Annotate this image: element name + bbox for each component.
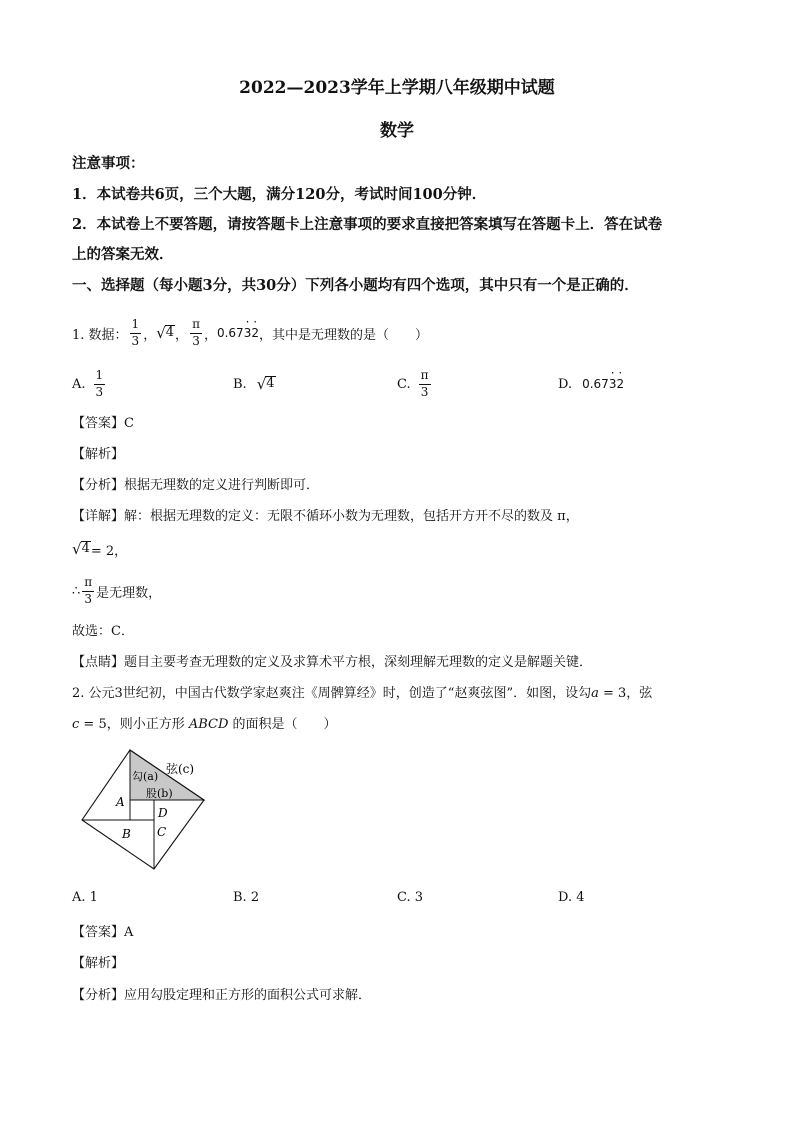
q1-decimal-rep-1: · 3 xyxy=(244,326,252,340)
q2-line-1-eq: = 3，弦 xyxy=(598,686,653,701)
small-square xyxy=(130,800,154,820)
q1-step-2-rest: 是无理数， xyxy=(96,585,162,601)
question-1-stem xyxy=(72,312,428,354)
radical-icon: √ xyxy=(72,539,82,558)
q1-choose: 故选：C． xyxy=(72,624,134,639)
q1-sep-1: ， xyxy=(143,327,157,343)
q1-analysis-tag: 【解析】 xyxy=(72,447,125,462)
q1-frac-2 xyxy=(190,318,202,347)
q1-option-d-rep-2: · 2 xyxy=(616,377,624,391)
q1-step-1-sqrt xyxy=(72,541,91,557)
q2-answer-tag: 【答案】 xyxy=(72,925,125,940)
q1-comment-tag: 【点睛】 xyxy=(72,655,125,670)
q1-step-2-num: π xyxy=(82,576,94,591)
label-gu: 股(b) xyxy=(146,787,173,800)
q2-answer-value: A xyxy=(124,925,134,940)
q1-step-2 xyxy=(72,571,161,611)
q1-option-c-den: 3 xyxy=(420,384,429,399)
q2-var-abcd: ABCD xyxy=(188,717,229,732)
q2-option-a: A. 1 xyxy=(72,890,98,905)
q1-step-1-rest: = 2， xyxy=(90,543,128,559)
q1-option-a-den: 3 xyxy=(95,384,104,399)
q1-option-a-label: A. xyxy=(72,376,86,392)
q2-var-a: a xyxy=(591,686,599,701)
q1-fenxi-text: 根据无理数的定义进行判断即可． xyxy=(124,478,320,493)
q1-answer-tag: 【答案】 xyxy=(72,416,125,431)
notes-heading: 注意事项： xyxy=(72,155,145,172)
q1-option-a-frac xyxy=(94,369,106,398)
q1-option-b-value: 4 xyxy=(266,376,275,392)
q2-fenxi xyxy=(72,984,371,1003)
q1-option-c-frac xyxy=(419,369,431,398)
q1-option-d xyxy=(558,364,624,404)
q1-suffix: ，其中是无理数的是（ ） xyxy=(258,327,428,343)
label-b: B xyxy=(122,827,131,841)
radical-icon: √ xyxy=(156,323,166,342)
q1-answer-value: C xyxy=(124,416,134,431)
q2-option-c: C. 3 xyxy=(397,890,424,905)
zhao-shuang-figure xyxy=(76,748,216,873)
q1-answer xyxy=(72,412,134,431)
q1-option-d-rep-1: · 3 xyxy=(609,377,617,391)
q2-line-2-rest: 的面积是（ ） xyxy=(228,717,337,732)
notes-item-2-line-2: 上的答案无效． xyxy=(72,246,174,263)
q1-option-b-label: B. xyxy=(233,376,247,392)
q1-sep-3: ， xyxy=(203,327,217,343)
q1-option-a xyxy=(72,364,107,404)
q1-comment xyxy=(72,651,592,670)
label-c: C xyxy=(157,825,167,839)
q1-detail-text: 解：根据无理数的定义：无限不循环小数为无理数，包括开方开不尽的数及 π， xyxy=(124,509,579,524)
page-title: 2022—2023学年上学期八年级期中试题 xyxy=(239,78,555,98)
notes-item-2-line-1: 2．本试卷上不要答题，请按答题卡上注意事项的要求直接把答案填写在答题卡上．答在试卷 xyxy=(72,216,663,233)
q1-option-c-num: π xyxy=(419,369,431,384)
q1-frac-1-num: 1 xyxy=(130,318,142,333)
q1-fenxi-tag: 【分析】 xyxy=(72,478,125,493)
label-d: D xyxy=(158,806,168,820)
q1-sqrt-1-value: 4 xyxy=(165,325,175,341)
question-2-stem-line-2 xyxy=(72,713,337,732)
q2-answer xyxy=(72,921,133,940)
q1-option-b-sqrt xyxy=(257,376,276,392)
q1-option-d-label: D. xyxy=(558,376,573,392)
q1-frac-1 xyxy=(130,318,142,347)
q1-step-2-den: 3 xyxy=(84,591,93,606)
q1-option-b xyxy=(233,364,276,404)
q1-detail xyxy=(72,505,579,524)
q1-detail-tag: 【详解】 xyxy=(72,509,125,524)
q1-option-d-decimal xyxy=(582,377,624,391)
q2-option-b: B. 2 xyxy=(233,890,260,905)
q1-option-d-base: 0.67 xyxy=(582,377,609,391)
label-xian: 弦(c) xyxy=(166,762,195,776)
label-gou: 勾(a) xyxy=(132,770,159,783)
label-a: A xyxy=(116,795,125,809)
section-1-heading: 一、选择题（每小题3分，共30分）下列各小题均有四个选项，其中只有一个是正确的． xyxy=(72,277,639,294)
notes-item-1: 1．本试卷共6页，三个大题，满分120分，考试时间100分钟． xyxy=(72,186,487,203)
q2-fenxi-tag: 【分析】 xyxy=(72,988,125,1003)
q1-fenxi xyxy=(72,474,319,493)
therefore-icon: ∴ xyxy=(72,583,81,599)
q1-repeating-decimal xyxy=(217,326,259,340)
q1-frac-2-num: π xyxy=(190,318,202,333)
q1-frac-2-den: 3 xyxy=(192,333,200,348)
q1-frac-1-den: 3 xyxy=(131,333,140,348)
q1-step-2-frac xyxy=(82,576,94,605)
q2-analysis-tag: 【解析】 xyxy=(72,956,125,971)
question-2-stem-line-1 xyxy=(72,682,652,701)
q1-decimal-base: 0.67 xyxy=(216,326,244,340)
q2-option-d: D. 4 xyxy=(558,890,585,905)
q1-option-c-label: C. xyxy=(397,376,411,392)
q1-comment-text: 题目主要考查无理数的定义及求算术平方根，深刻理解无理数的定义是解题关键． xyxy=(124,655,593,670)
q1-prefix: 1. 数据： xyxy=(72,327,128,343)
radical-icon: √ xyxy=(256,374,267,393)
q1-sqrt-1 xyxy=(156,325,175,341)
q1-step-1 xyxy=(72,537,127,561)
q2-var-c: c xyxy=(72,717,80,732)
q1-step-1-value: 4 xyxy=(81,541,90,557)
q1-decimal-rep-2: · 2 xyxy=(251,326,259,340)
q1-option-a-num: 1 xyxy=(94,369,106,384)
subject-title: 数学 xyxy=(380,121,414,141)
q1-option-c xyxy=(397,364,433,404)
q1-sep-2: ， xyxy=(175,327,189,343)
q2-fenxi-text: 应用勾股定理和正方形的面积公式可求解． xyxy=(124,988,372,1003)
q2-line-1-text: 2. 公元3世纪初，中国古代数学家赵爽注《周髀算经》时，创造了“赵爽弦图”．如图，设勾 xyxy=(72,686,592,701)
q2-line-2-eq: = 5，则小正方形 xyxy=(79,717,189,732)
